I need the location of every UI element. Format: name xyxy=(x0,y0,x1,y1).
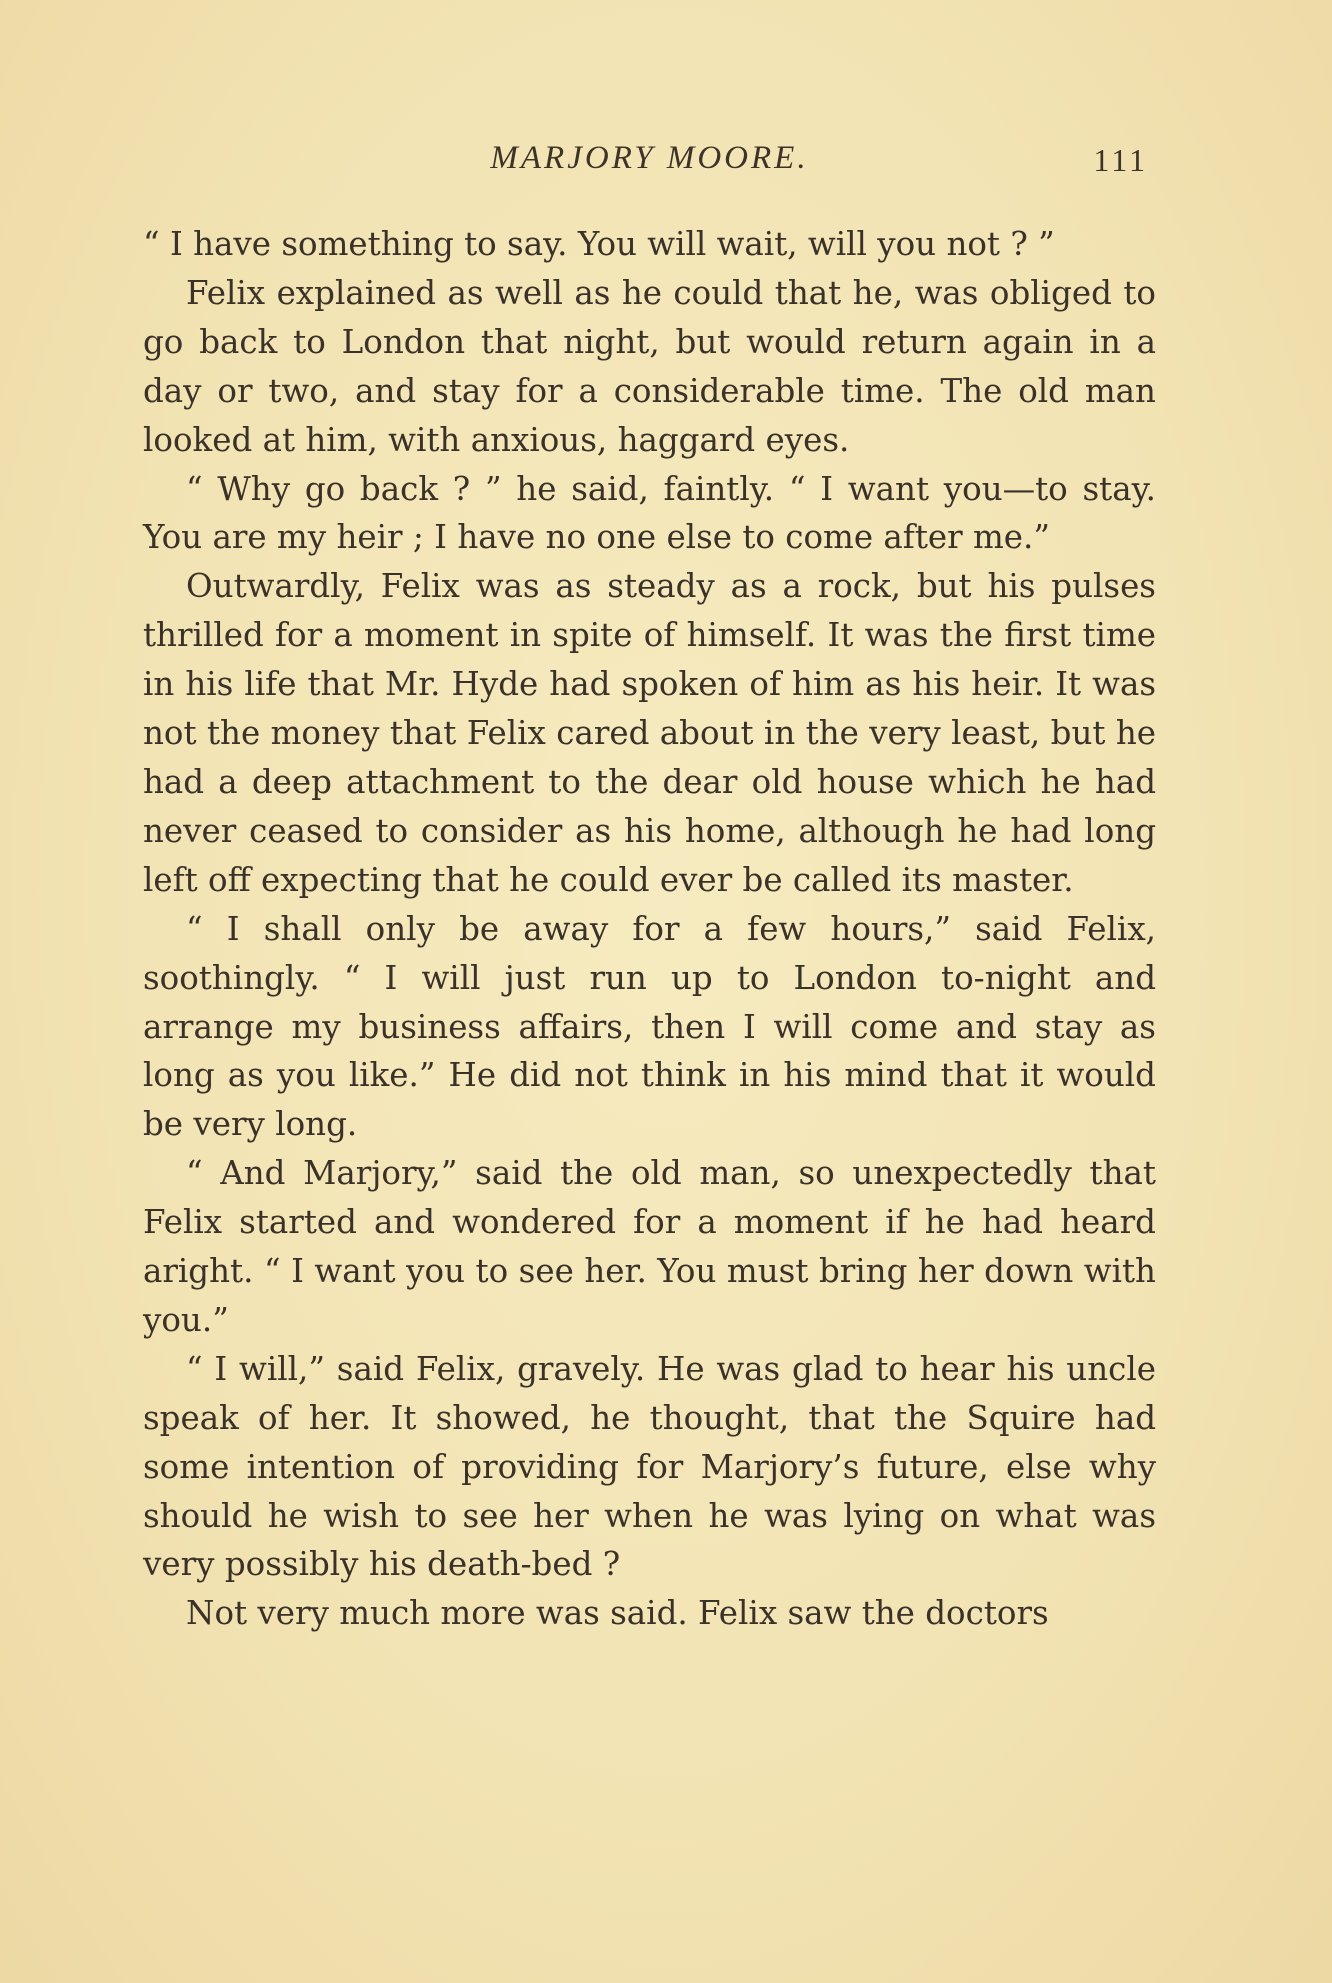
paragraph: “ And Marjory,” said the old man, so unexpectedly that Felix started and wondered for a moment if he had heard aright. “ I want you to see her. You must bring her down with you.” xyxy=(143,1154,1156,1339)
paragraph: “ I have something to say. You will wait, will you not ? ” xyxy=(143,225,1055,263)
paragraph: Outwardly, Felix was as steady as a rock, but his pulses thrilled for a moment in spite of himself. It was the first time in his life that Mr. Hyde had spoken of him as his heir. It was not the money that Felix cared about in the very least, but he had a deep attachment to the dear old house which he had never ceased to consider as his home, although he had long left off expecting that he could ever be called its master. xyxy=(143,567,1156,899)
body-text xyxy=(143,220,1156,1638)
paragraph: “ Why go back ? ” he said, faintly. “ I want you—to stay. You are my heir ; I have no one else to come after me.” xyxy=(143,469,1156,557)
page-header xyxy=(143,140,1156,190)
running-title: MARJORY MOORE. xyxy=(490,140,809,176)
page-number: 111 xyxy=(1093,142,1148,178)
paragraph: Not very much more was said. Felix saw the doctors xyxy=(186,1594,1049,1633)
paragraph: “ I shall only be away for a few hours,” said Felix, soothingly. “ I will just run up to London to-night and arrange my business affairs, then I will come and stay as long as you like.” He did not think in his mind that it would be very long. xyxy=(143,909,1156,1144)
paragraph: “ I will,” said Felix, gravely. He was glad to hear his uncle speak of her. It showed, he thought, that the Squire had some intention of providing for Marjory’s future, else why should he wish to see her when he was lying on what was very possibly his death-bed ? xyxy=(143,1349,1156,1584)
paragraph: Felix explained as well as he could that he, was obliged to go back to London that night, but would return again in a day or two, and stay for a considerable time. The old man looked at him, with anxious, haggard eyes. xyxy=(143,273,1156,459)
